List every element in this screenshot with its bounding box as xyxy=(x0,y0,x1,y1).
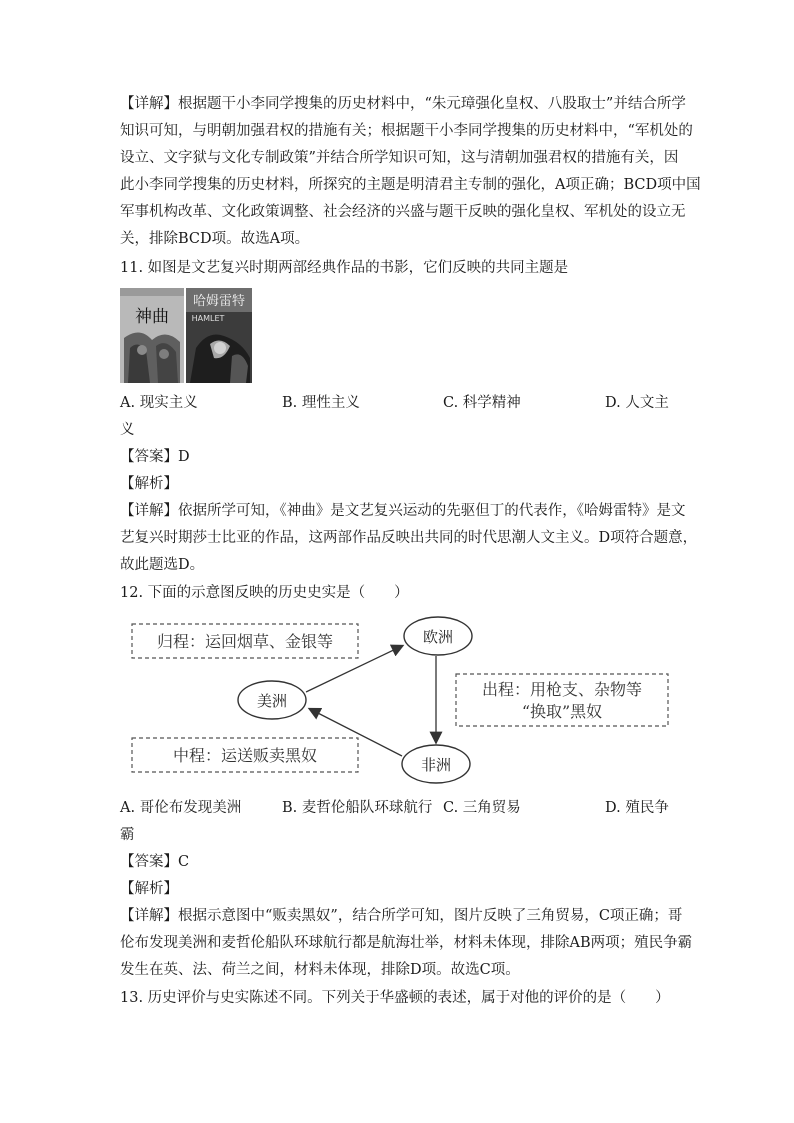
q12-analysis-heading: 【解析】 xyxy=(120,881,178,897)
q11-option-d[interactable]: D. 人文主 xyxy=(605,395,669,411)
q12-detail-line-1: 【详解】根据示意图中“贩卖黑奴”，结合所学可知，图片反映了三角贸易，C项正确；哥 xyxy=(120,908,683,924)
q11-answer: 【答案】D xyxy=(120,449,190,465)
q11-option-d-cont: 义 xyxy=(120,422,135,438)
q10-detail-line-2: 知识可知，与明朝加强君权的措施有关；根据题干小李同学搜集的历史材料中，“军机处的 xyxy=(120,123,693,139)
q11-analysis-heading: 【解析】 xyxy=(120,476,178,492)
arrow-america-to-europe xyxy=(306,646,402,692)
q12-detail-line-2: 伦布发现美洲和麦哲伦船队环球航行都是航海壮举，材料未体现，排除AB两项；殖民争霸 xyxy=(120,935,693,951)
node-africa-label: 非洲 xyxy=(420,756,452,774)
q10-detail-line-6: 关，排除BCD项。故选A项。 xyxy=(120,231,310,247)
q11-detail-line-1: 【详解】依据所学可知，《神曲》是文艺复兴运动的先驱但丁的代表作，《哈姆雷特》是文 xyxy=(120,503,686,519)
book2-subtitle: HAMLET xyxy=(191,314,225,323)
q12-option-b[interactable]: B. 麦哲伦船队环球航行 xyxy=(282,800,433,816)
q12-answer: 【答案】C xyxy=(120,854,190,870)
return-box-text: 归程：运回烟草、金银等 xyxy=(156,632,334,651)
q11-option-b[interactable]: B. 理性主义 xyxy=(282,395,360,411)
q10-detail-line-1: 【详解】根据题干小李同学搜集的历史材料中，“朱元璋强化皇权、八股取士”并结合所学 xyxy=(120,96,686,112)
q11-detail-line-2: 艺复兴时期莎士比亚的作品，这两部作品反映出共同的时代思潮人文主义。D项符合题意， xyxy=(120,530,698,546)
q12-option-d[interactable]: D. 殖民争 xyxy=(605,800,669,816)
arrow-africa-to-america xyxy=(310,709,402,756)
q10-detail-line-4: 此小李同学搜集的历史材料，所探究的主题是明清君主专制的强化，A项正确；BCD项中国 xyxy=(120,177,701,193)
q12-detail-line-3: 发生在英、法、荷兰之间，材料未体现，排除D项。故选C项。 xyxy=(120,962,520,978)
book2-title: 哈姆雷特 xyxy=(192,294,246,309)
q11-option-c[interactable]: C. 科学精神 xyxy=(443,395,521,411)
q10-detail-line-5: 军事机构改革、文化政策调整、社会经济的兴盛与题干反映的强化皇权、军机处的设立无 xyxy=(120,204,686,220)
q10-detail-line-3: 设立、文字狱与文化专制政策”并结合所学知识可知，这与清朝加强君权的措施有关，因 xyxy=(120,150,679,166)
q12-option-a[interactable]: A. 哥伦布发现美洲 xyxy=(120,800,242,816)
outbound-box-line1: 出程：用枪支、杂物等 xyxy=(481,680,643,699)
triangle-trade-diagram xyxy=(120,612,680,792)
q12-option-c[interactable]: C. 三角贸易 xyxy=(443,800,521,816)
outbound-box-line2: “换取”黑奴 xyxy=(521,702,603,721)
node-america-label: 美洲 xyxy=(256,692,288,710)
q11-detail-line-3: 故此题选D。 xyxy=(120,557,205,573)
q11-option-a[interactable]: A. 现实主义 xyxy=(120,395,198,411)
q13-stem: 13. 历史评价与史实陈述不同。下列关于华盛顿的表述，属于对他的评价的是（ ） xyxy=(120,990,670,1006)
node-europe-label: 欧洲 xyxy=(422,628,454,646)
q12-stem: 12. 下面的示意图反映的历史史实是（ ） xyxy=(120,585,409,601)
book-covers-image xyxy=(120,288,252,383)
middle-passage-box-text: 中程：运送贩卖黑奴 xyxy=(172,746,318,765)
book1-title: 神曲 xyxy=(135,307,169,327)
q11-stem: 11. 如图是文艺复兴时期两部经典作品的书影，它们反映的共同主题是 xyxy=(120,260,569,276)
q12-option-d-cont: 霸 xyxy=(120,827,135,843)
